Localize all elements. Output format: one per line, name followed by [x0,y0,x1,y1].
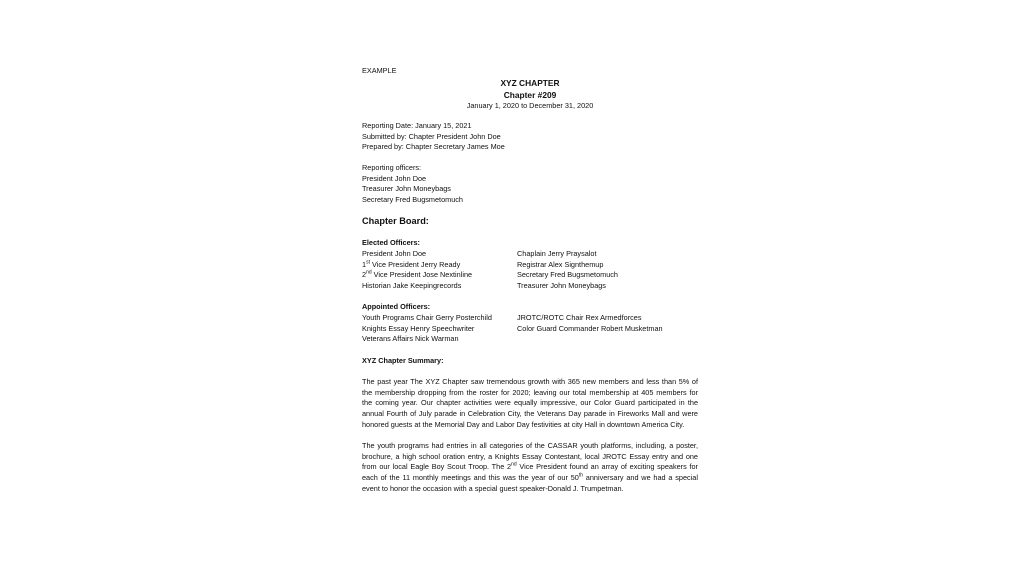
example-label: EXAMPLE [362,66,397,75]
appointed-officer-item: Veterans Affairs Nick Warman [362,334,459,344]
reporting-date: Reporting Date: January 15, 2021 [362,121,472,131]
appointed-officer-item: Youth Programs Chair Gerry Posterchild [362,312,492,322]
elected-officers [362,249,698,291]
elected-officer-item: President John Doe [362,248,427,258]
report-period: January 1, 2020 to December 31, 2020 [466,100,594,110]
appointed-officers-heading: Appointed Officers: [362,302,431,312]
elected-officer-item: Chaplain Jerry Praysalot [517,248,597,258]
appointed-officer-item: Color Guard Commander Robert Musketman [517,323,663,333]
chapter-name: XYZ CHAPTER [500,77,560,88]
reporting-officer-item: President John Doe [362,173,427,183]
summary-paragraph: The past year The XYZ Chapter saw tremendous growth with 365 new members and less than 5% of the membership dropping from the roster for 2020; leaving our total membership at 405 members for the coming year. Our chapter activities were equally impressive, our Color Guard participated in the annual Fourth of July parade in Celebration City, the Veterans Day parade in Fireworks Mall and were honored guests at the Memorial Day and Labor Day festivities at city Hall in downtown America City. [362,377,698,429]
appointed-officer-item: Knights Essay Henry Speechwriter [362,323,475,333]
chapter-board-heading: Chapter Board: [362,216,429,227]
elected-officers-heading: Elected Officers: [362,238,420,248]
reporting-officer-item: Secretary Fred Bugsmetomuch [362,194,463,204]
elected-officer-item: Treasurer John Moneybags [517,280,606,290]
reporting-officers-heading: Reporting officers: [362,162,422,172]
elected-officer-item: Historian Jake Keepingrecords [362,280,462,290]
elected-officer-item: Registrar Alex Signthemup [517,259,604,269]
report-body [362,66,698,494]
prepared-by: Prepared by: Chapter Secretary James Moe [362,142,505,152]
appointed-officers [362,313,698,345]
elected-officer-item: 2nd Vice President Jose Nextinline [362,269,473,280]
appointed-officer-item: JROTC/ROTC Chair Rex Armedforces [517,312,642,322]
summary-paragraph: The youth programs had entries in all categories of the CASSAR youth platforms, including, a poster, brochure, a high school oration entry, a Knights Essay Contestant, local JROTC Essay entry and one from our local Eagle Boy Scout Troop. The 2nd Vice President found an array of exciting speakers for each of the 11 monthly meetings and this was the year of our 50th anniversary and we had a special event to honor the occasion with a special guest speaker-Donald J. Trumpetman. [362,441,698,493]
elected-officer-item: 1st Vice President Jerry Ready [362,259,461,269]
reporting-officer-item: Treasurer John Moneybags [362,184,451,194]
chapter-number: Chapter #209 [503,89,557,100]
elected-officer-item: Secretary Fred Bugsmetomuch [517,270,618,280]
summary-heading: XYZ Chapter Summary: [362,355,444,365]
submitted-by: Submitted by: Chapter President John Doe [362,131,501,141]
